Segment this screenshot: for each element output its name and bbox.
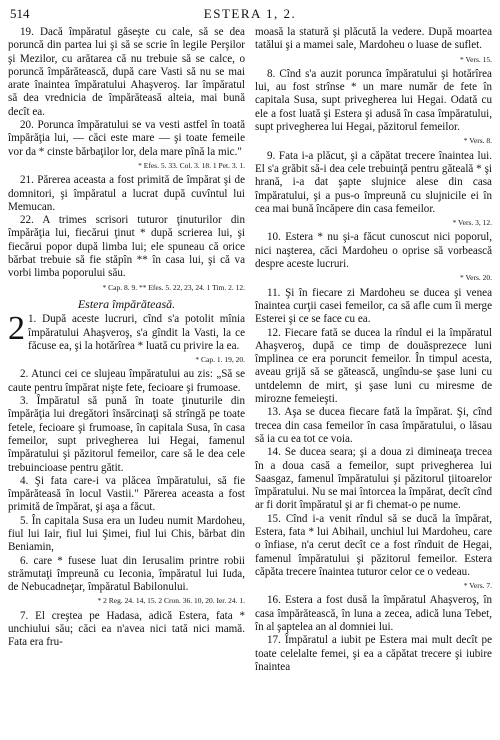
verse: 2. Atunci cei ce slujeau împăratului au zis: „Să se caute pentru împărat nişte fete, fecioare şi frumoase. <box>8 368 245 394</box>
right-column <box>255 26 492 738</box>
verse: 14. Se ducea seara; şi a doua zi dimineaţa trecea în a doua casă a femeilor, supt privegherea lui Saasgaz, famenul împăratului şi păzitorul ţiitoarelor împăratului. Nu se mai întorcea la împărat, decît cînd ar fi dorit împăratul şi ar fi chemat-o pe nume. <box>255 446 492 512</box>
cross-reference: * Vers. 3, 12. <box>452 218 492 228</box>
verse: 7. El creştea pe Hadasa, adică Estera, fata * unchiului său; căci ea n'avea nici tată nici mamă. Fata era fru- <box>8 609 245 649</box>
verse: 12. Fiecare fată se ducea la rîndul ei la împăratul Ahaşveroş, după ce timp de douăsprezece luni împlinea ce era poruncit femeilor. În timpul acesta, aveau grijă să se gătească, ungîndu-se şase luni cu untdelemn de mirt, şi şase luni cu miresme de mirozne femeieşti. <box>255 326 492 406</box>
verse: 10. Estera * nu şi-a făcut cunoscut nici poporul, nici naşterea, căci Mardoheu o oprise să vorbească despre aceste lucruri. <box>255 231 492 271</box>
cross-reference: * Vers. 15. <box>460 54 492 64</box>
chapter-number: 2 <box>8 310 25 348</box>
cross-reference: * Cap. 8. 9. ** Efes. 5. 22, 23, 24. 1 Tim. 2. 12. <box>102 282 245 292</box>
verse: 22. A trimes scrisori tuturor ţinuturilor din împărăţia lui, fiecărui ţinut * după scrierea lui, şi fiecărui popor după limba lui; ele spuneau că orice bărbat trebuie să fie stăpîn ** în casa lui, şi că va vorbi limba poporului său. <box>8 214 245 280</box>
left-column <box>8 26 245 738</box>
verse: 13. Aşa se ducea fiecare fată la împărat. Şi, cînd trecea din casa femeilor în casa împăratului, o lăsau să ia cu ea tot ce voia. <box>255 406 492 445</box>
cross-reference: * Vers. 20. <box>460 273 492 283</box>
verse: 3. Împăratul să pună în toate ţinuturile din împărăţia lui dregători însărcinaţi să strîngă pe toate fetele, fecioare şi frumoase, în capitala Susa, în casa femeilor, supt privegherea lui Hegai, famenul împăratului şi păzitorul femeilor, care să le dea cele trebuincioase pentru gătit. <box>8 395 245 474</box>
page-number: 514 <box>10 6 30 21</box>
verse: 6. care * fusese luat din Ierusalim printre robii strămutaţi împreună cu Ieconia, împăratul lui Iuda, de Nebucadneţar, împăratul Babilonului. <box>8 554 245 594</box>
cross-reference: * Vers. 7. <box>463 581 492 591</box>
chapter-first-verse <box>8 310 245 353</box>
verse: 9. Fata i-a plăcut, şi a căpătat trecere înaintea lui. El s'a grăbit să-i dea cele trebuinţă pentru găteală * şi hrană, i-a dat şapte slujnice alese din casa împăratului, şi a pus-o împreună cu slujnicile ei în cea mai bună încăpere din casa femeilor. <box>255 149 492 215</box>
verse-continuation: moasă la statură şi plăcută la vedere. După moartea tatălui şi a mamei sale, Mardoheu o luase de suflet. <box>255 26 492 52</box>
verse-text: 1. După aceste lucruri, cînd s'a potolit mînia împăratului Ahaşveroş, s'a gîndit la Vasti, la ce făcuse ea, şi la hotărîrea * luată cu privire la ea. <box>28 313 245 352</box>
verse: 15. Cînd i-a venit rîndul să se ducă la împărat, Estera, fata * lui Abihail, unchiul lui Mardoheu, care o înfiase, n'a cerut decît ce a fost rînduit de Hegai, famenul împăratului şi păzitorul femeilor. Estera căpăta trecere înaintea tuturor celor ce o vedeau. <box>255 512 492 578</box>
verse: 17. Împăratul a iubit pe Estera mai mult decît pe toate celelalte femei, şi ea a căpătat trecere şi iubire înaintea <box>255 634 492 673</box>
cross-reference: * Cap. 1. 19, 20. <box>195 355 245 365</box>
verse: 16. Estera a fost dusă la împăratul Ahaşveroş, în casa împărătească, în luna a zecea, adică luna Tebet, în al şaptelea an al domniei lui. <box>255 594 492 634</box>
verse: 8. Cînd s'a auzit porunca împăratului şi hotărîrea lui, au fost strînse * un mare număr de fete în capitala Susa, supt privegherea lui Hegai. Odată cu ele a fost luată şi Estera şi adusă în casa împăratului, supt privegherea lui Hegai, păzitorul femeilor. <box>255 67 492 134</box>
verse: 20. Porunca împăratului se va vesti astfel în toată împărăţia lui, — căci este mare — şi toate femeile vor da * cinste bărbaţilor lor, dela mare pînă la mic." <box>8 119 245 158</box>
running-head: ESTERA 1, 2. <box>203 6 297 21</box>
verse: 4. Şi fata care-i va plăcea împăratului, să fie împărăteasă în locul Vastii." Părerea aceasta a fost primită de împărat, şi aşa a făcut. <box>8 474 245 514</box>
verse: 21. Părerea aceasta a fost primită de împărat şi de domnitori, şi împăratul a lucrat după cuvîntul lui Memucan. <box>8 174 245 213</box>
verse: 11. Şi în fiecare zi Mardoheu se ducea şi venea înaintea curţii casei femeilor, ca să afle cum îi merge Esterei şi ce se face cu ea. <box>255 286 492 326</box>
text-columns <box>8 26 492 738</box>
cross-reference: * Vers. 8. <box>463 136 492 146</box>
cross-reference: * 2 Reg. 24. 14, 15. 2 Cron. 36. 10, 20. Ier. 24. 1. <box>97 596 245 606</box>
page-header <box>8 6 492 26</box>
section-title: Estera împărăteasă. <box>77 296 176 311</box>
verse: 19. Dacă împăratul găseşte cu cale, să se dea poruncă din partea lui şi să se scrie în legile Perşilor şi Mezilor, cu arătarea că nu trebuie să se calce, o poruncă împărătească, după care Vasti să nu se mai arate înaintea împăratului Ahaşveroş. Iar împăratul să dea vrednicia de împărăteasă alteia, mai bună decît ea. <box>8 26 245 118</box>
verse: 5. În capitala Susa era un Iudeu numit Mardoheu, fiul lui Iair, fiul lui Şimei, fiul lui Chis, bărbat din Beniamin, <box>8 514 245 554</box>
cross-reference: * Efes. 5. 33. Col. 3. 18. 1 Pet. 3. 1. <box>138 160 245 170</box>
